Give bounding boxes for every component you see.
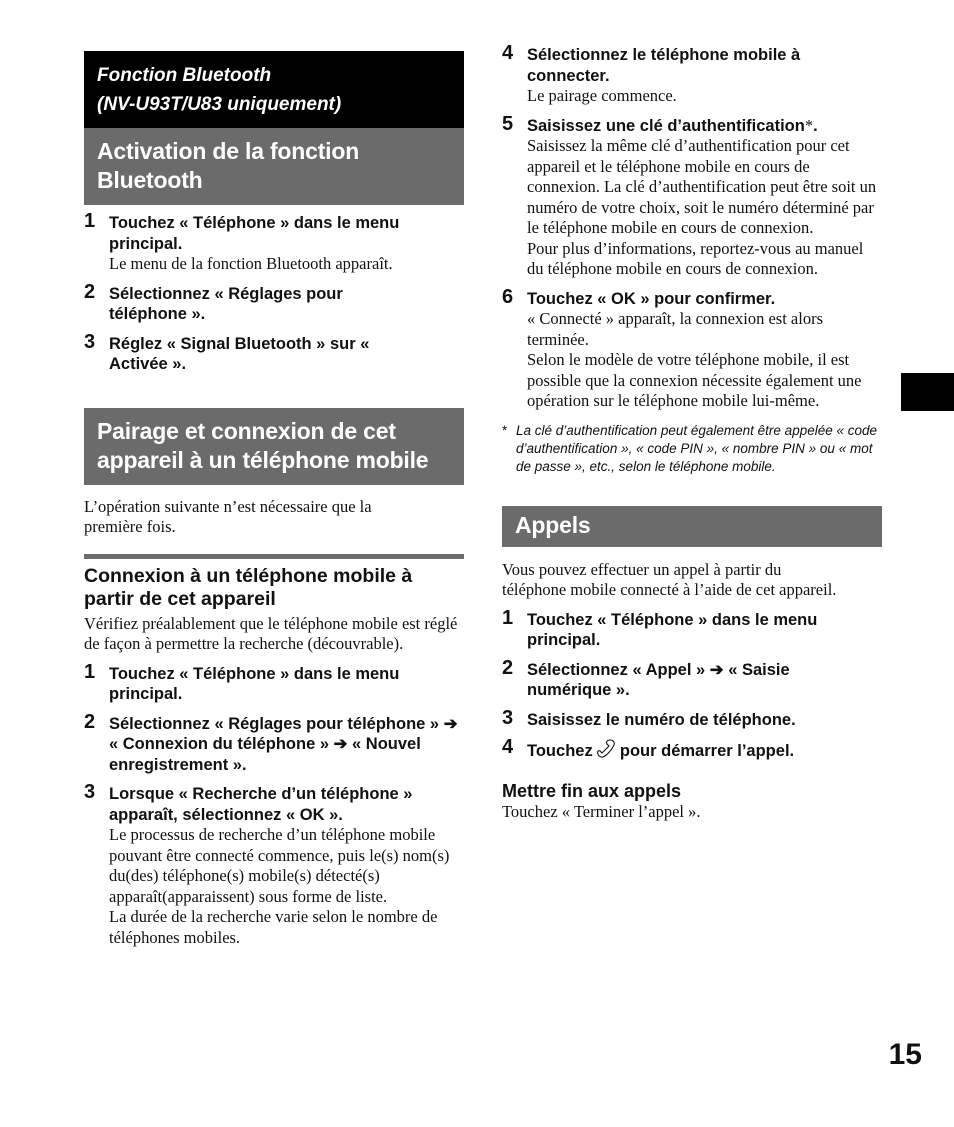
pairing-intro: L’opération suivante n’est nécessaire que la première fois. [84, 496, 372, 536]
left-column [84, 51, 464, 948]
step-body: Pour plus d’informations, reportez-vous au manuel du téléphone mobile en cours de connexion. [527, 238, 864, 278]
connexion-intro: Vérifiez préalablement que le téléphone mobile est réglé de façon à permettre la recherche (découvrable). [84, 613, 458, 653]
step-title: Touchez pour démarrer l’appel. [527, 739, 882, 765]
step-title: Réglez « Signal Bluetooth » sur « Activée ». [109, 334, 370, 373]
connexion-step-3 [84, 781, 464, 948]
step-title: Touchez « OK » pour confirmer. [527, 289, 776, 308]
connexion-step-1 [84, 660, 464, 705]
section-banner-bluetooth [84, 51, 464, 128]
step-number: 6 [502, 285, 514, 308]
activation-step-2 [84, 280, 464, 325]
banner-line1: Fonction Bluetooth [97, 65, 272, 86]
step-body: La durée de la recherche varie selon le nombre de téléphones mobiles. [109, 907, 438, 947]
step-number: 1 [502, 606, 514, 629]
connexion-steps [84, 660, 464, 949]
activation-step-3 [84, 330, 464, 375]
arrow-right-icon: ➔ [709, 660, 724, 679]
page-number: 15 [888, 1038, 922, 1071]
right-column [502, 42, 882, 822]
step-title: Sélectionnez « Réglages pour téléphone » ➔ « Connexion du téléphone » ➔ « Nouvel enregistrement ». [109, 714, 458, 774]
step-title: Sélectionnez « Réglages pour téléphone ». [109, 284, 343, 323]
step-body: Selon le modèle de votre téléphone mobile, il est possible que la connexion nécessite également une opération sur le téléphone mobile lui-même. [527, 350, 862, 410]
footnote-marker: * [804, 115, 814, 135]
step-title: Touchez « Téléphone » dans le menu principal. [109, 664, 400, 703]
pairing-step-6 [502, 285, 882, 412]
step-number: 1 [84, 660, 96, 683]
arrow-right-icon: ➔ [443, 714, 458, 733]
appels-intro: Vous pouvez effectuer un appel à partir du téléphone mobile connecté à l’aide de cet appareil. [502, 559, 837, 599]
activation-heading-line1: Activation de la fonction [97, 138, 360, 164]
step-title: Sélectionnez « Appel » ➔ « Saisie numérique ». [527, 660, 790, 699]
pairing-heading [84, 408, 464, 485]
step-number: 5 [502, 112, 514, 135]
step-title: Saisissez le numéro de téléphone. [527, 710, 796, 729]
step-title: Touchez « Téléphone » dans le menu principal. [527, 610, 818, 649]
appels-step-3 [502, 706, 882, 731]
activation-steps [84, 210, 464, 375]
step-body: Le pairage commence. [527, 86, 677, 105]
step-title: Saisissez une clé d’authentification*. [527, 115, 818, 135]
step-title: Lorsque « Recherche d’un téléphone » apparaît, sélectionnez « OK ». [109, 785, 413, 824]
banner-line2: (NV-U93T/U83 uniquement) [97, 94, 342, 115]
pairing-heading-line2: appareil à un téléphone mobile [97, 446, 429, 473]
arrow-right-icon: ➔ [333, 735, 348, 753]
pairing-heading-line1: Pairage et connexion de cet [97, 417, 396, 444]
footnote [502, 422, 882, 476]
step-body: Le processus de recherche d’un téléphone mobile pouvant être connecté commence, puis le(s) nom(s) du(des) téléphone(s) mobile(s) détecté(s) apparaît(apparaissent) sous forme de liste. [109, 825, 450, 906]
appels-step-2 [502, 656, 882, 701]
step-number: 3 [502, 706, 514, 729]
pairing-step-4 [502, 42, 882, 107]
step-title: Touchez « Téléphone » dans le menu principal. [109, 214, 400, 253]
step-title: Sélectionnez le téléphone mobile à connecter. [527, 46, 801, 85]
step-number: 3 [84, 781, 96, 803]
step-body: Le menu de la fonction Bluetooth apparaît. [109, 254, 393, 273]
connexion-step-2 [84, 710, 464, 776]
activation-step-1 [84, 210, 464, 275]
step-number: 2 [84, 710, 96, 733]
fin-appels-heading: Mettre fin aux appels [502, 780, 682, 801]
step-number: 2 [84, 280, 96, 303]
phone-call-icon [597, 739, 615, 765]
appels-step-1 [502, 606, 882, 651]
step-number: 1 [84, 210, 96, 232]
step-number: 3 [84, 330, 96, 353]
connexion-heading: Connexion à un téléphone mobile à partir de cet appareil [84, 554, 464, 611]
chapter-tab [901, 373, 954, 411]
footnote-star: * [502, 422, 508, 438]
step-number: 2 [502, 656, 514, 679]
appels-heading: Appels [502, 506, 882, 547]
activation-heading [84, 128, 464, 205]
footnote-text: La clé d’authentification peut également être appelée « code d’authentification », « code PIN », « nombre PIN » ou « mot de passe », etc., selon le téléphone mobile. [516, 422, 878, 474]
step-body: Saisissez la même clé d’authentification pour cet appareil et le téléphone mobile en cours de connexion. La clé d’authentification peut être soit un numéro de votre choix, soit le numéro déterminé par le téléphone mobile en cours de connexion. [527, 136, 877, 237]
step-body: « Connecté » apparaît, la connexion est alors terminée. [527, 309, 823, 349]
pairing-step-5 [502, 112, 882, 280]
step-number: 4 [502, 42, 514, 64]
fin-appels-body: Touchez « Terminer l’appel ». [502, 801, 701, 821]
appels-step-4 [502, 736, 882, 765]
activation-heading-line2: Bluetooth [97, 167, 203, 193]
step-number: 4 [502, 736, 514, 758]
